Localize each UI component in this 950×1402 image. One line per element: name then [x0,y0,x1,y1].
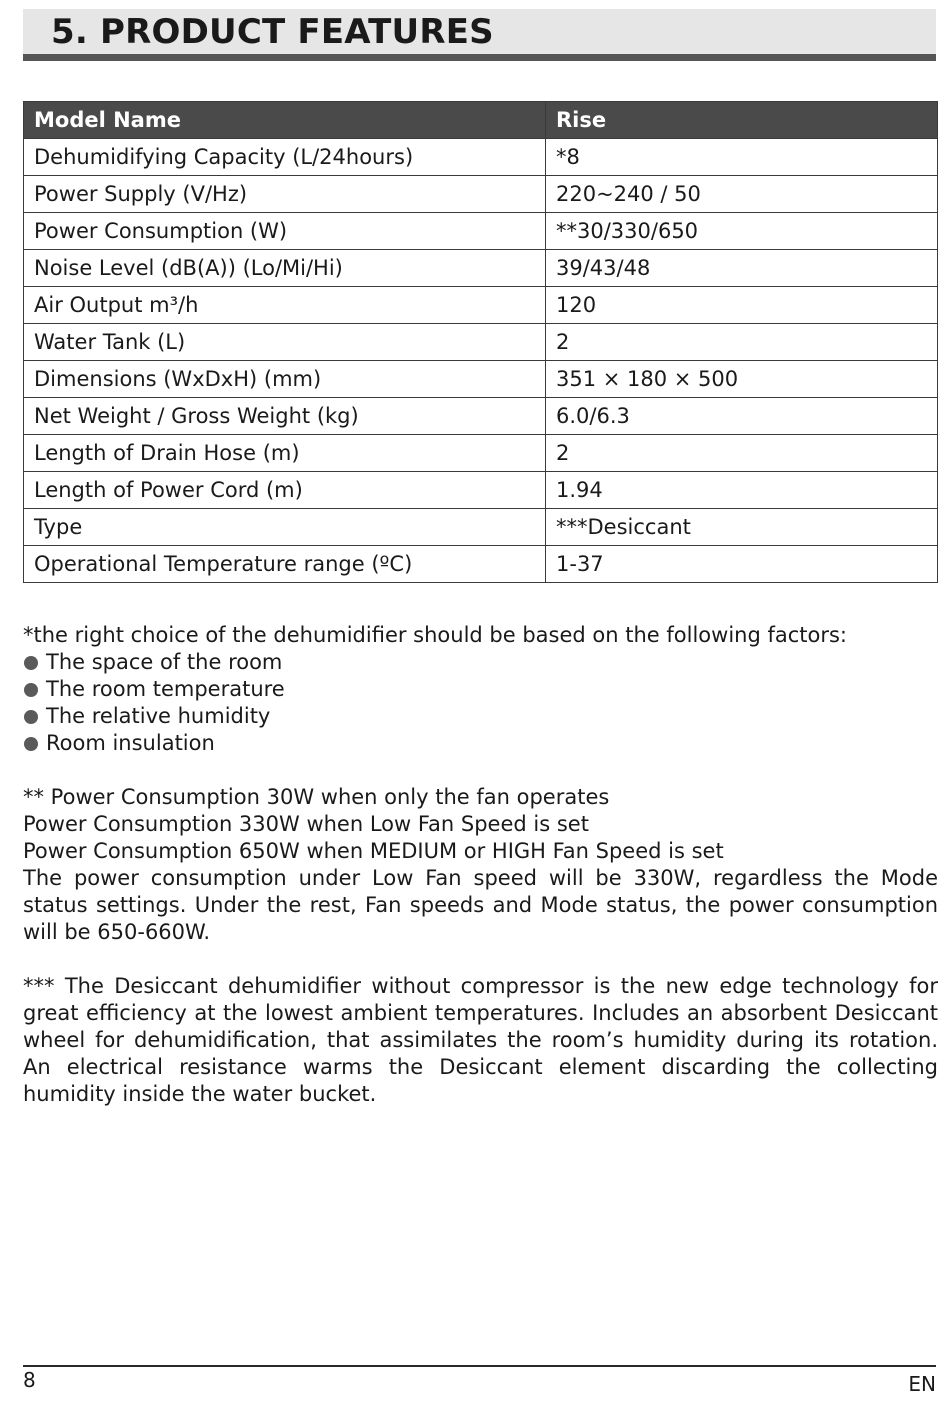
spec-value: 351 × 180 × 500 [546,361,938,398]
table-row [24,287,938,324]
list-item [23,676,938,703]
table-row [24,398,938,435]
spec-value: *8 [546,139,938,176]
table-row [24,324,938,361]
bullet-icon [24,710,38,724]
table-row [24,546,938,583]
spec-label: Dehumidifying Capacity (L/24hours) [24,139,546,176]
spec-label: Air Output m³/h [24,287,546,324]
table-row [24,139,938,176]
column-header-model-name: Model Name [24,102,546,139]
power-note-low: Power Consumption 330W when Low Fan Speed is set [23,812,589,836]
bullet-icon [24,683,38,697]
factor-text: Room insulation [46,731,215,755]
factor-text: The relative humidity [46,704,271,728]
spec-value: 1-37 [546,546,938,583]
spec-label: Length of Drain Hose (m) [24,435,546,472]
spec-value: 220~240 / 50 [546,176,938,213]
spec-label: Type [24,509,546,546]
factors-intro: *the right choice of the dehumidifier should be based on the following factors: [23,623,848,647]
column-header-model-value: Rise [546,102,938,139]
spec-value: 2 [546,435,938,472]
section-header [23,9,936,54]
table-row [24,176,938,213]
spec-label: Water Tank (L) [24,324,546,361]
table-row [24,361,938,398]
spec-label: Noise Level (dB(A)) (Lo/Mi/Hi) [24,250,546,287]
power-note-detail: The power consumption under Low Fan speed will be 330W, regardless the Mode status settings. Under the rest, Fan speeds and Mode status, the power consumption will be 650-660W. [23,866,938,944]
language-code: EN [908,1372,936,1396]
factor-text: The space of the room [46,650,283,674]
bullet-icon [24,656,38,670]
spec-value: ***Desiccant [546,509,938,546]
list-item [23,649,938,676]
spec-value: 6.0/6.3 [546,398,938,435]
spec-value: 39/43/48 [546,250,938,287]
spec-label: Operational Temperature range (ºC) [24,546,546,583]
factors-list [23,649,938,757]
bullet-icon [24,737,38,751]
specs-table [23,101,938,583]
list-item [23,703,938,730]
power-note-fan: ** Power Consumption 30W when only the fan operates [23,785,610,809]
table-row [24,213,938,250]
page-number: 8 [23,1368,36,1392]
footer-rule [23,1365,936,1367]
table-row [24,472,938,509]
page-title: 5. PRODUCT FEATURES [51,12,494,52]
spec-value: 1.94 [546,472,938,509]
list-item [23,730,938,757]
spec-value: **30/330/650 [546,213,938,250]
desiccant-note: *** The Desiccant dehumidifier without compressor is the new edge technology for great efficiency at the lowest ambient temperatures. Includes an absorbent Desiccant wheel for dehumidification, that assimilates the room’s humidity during its rotation. An electrical resistance warms the Desiccant element discarding the collecting humidity inside the water bucket. [23,974,938,1106]
spec-label: Power Supply (V/Hz) [24,176,546,213]
spec-label: Net Weight / Gross Weight (kg) [24,398,546,435]
table-row [24,435,938,472]
spec-value: 120 [546,287,938,324]
power-note-medium-high: Power Consumption 650W when MEDIUM or HIGH Fan Speed is set [23,839,724,863]
table-row [24,509,938,546]
spec-label: Power Consumption (W) [24,213,546,250]
header-underline [23,54,936,61]
spec-value: 2 [546,324,938,361]
factor-text: The room temperature [46,677,285,701]
spec-label: Dimensions (WxDxH) (mm) [24,361,546,398]
notes-section [23,622,938,1108]
spec-label: Length of Power Cord (m) [24,472,546,509]
table-header-row [24,102,938,139]
table-row [24,250,938,287]
